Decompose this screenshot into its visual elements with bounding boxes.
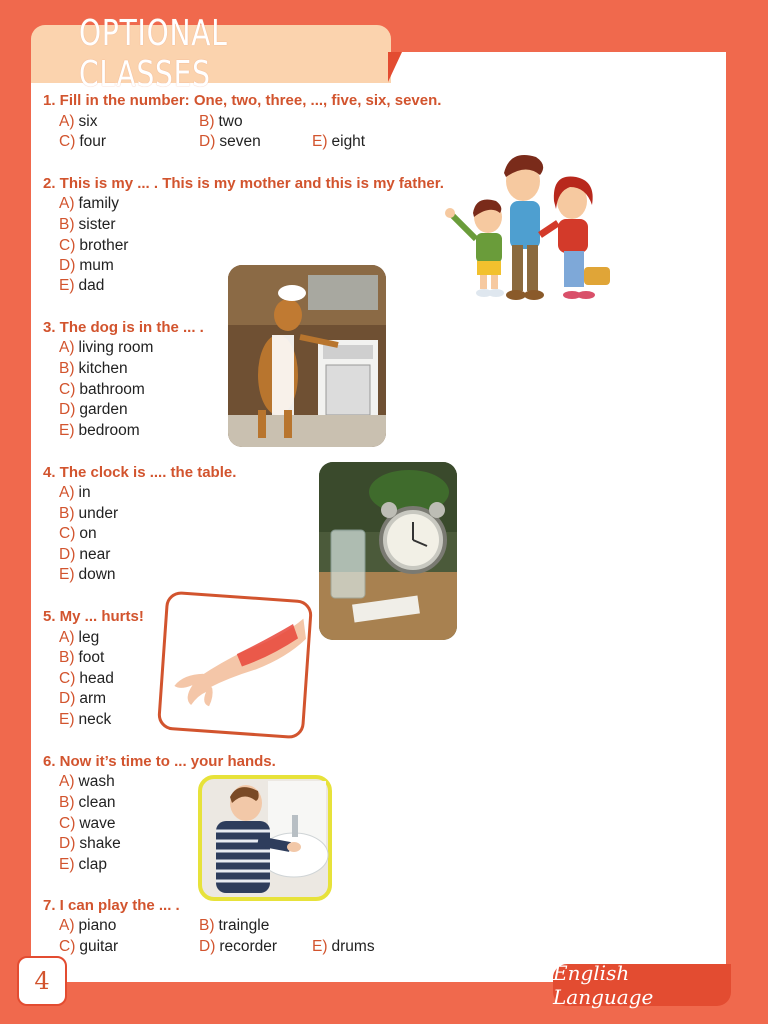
option-letter: E) xyxy=(312,133,328,150)
option-letter: D) xyxy=(59,401,76,418)
option-b[interactable] xyxy=(59,216,116,234)
option-letter: C) xyxy=(59,237,76,254)
option-text: eight xyxy=(331,133,366,150)
option-letter: C) xyxy=(59,670,76,687)
option-letter: D) xyxy=(59,835,76,852)
option-text: mum xyxy=(79,257,114,274)
option-c[interactable] xyxy=(59,133,106,151)
option-letter: C) xyxy=(59,525,76,542)
option-letter: D) xyxy=(59,546,76,563)
page-title: OPTIONAL CLASSES xyxy=(79,13,228,95)
option-c[interactable] xyxy=(59,525,97,543)
option-letter: E) xyxy=(59,566,75,583)
question-6 xyxy=(43,753,276,770)
option-text: family xyxy=(78,195,119,212)
option-text: bathroom xyxy=(79,381,145,398)
option-letter: A) xyxy=(59,339,75,356)
question-3 xyxy=(43,319,204,336)
option-c[interactable] xyxy=(59,670,114,688)
option-text: sister xyxy=(78,216,116,233)
option-text: recorder xyxy=(219,938,278,955)
subject-label: English Language xyxy=(553,964,731,1006)
option-text: six xyxy=(78,113,98,130)
option-text: on xyxy=(79,525,97,542)
option-letter: B) xyxy=(59,360,75,377)
option-a[interactable] xyxy=(59,917,116,935)
question-2 xyxy=(43,175,444,192)
option-e[interactable] xyxy=(312,938,375,956)
option-e[interactable] xyxy=(59,566,116,584)
option-d[interactable] xyxy=(59,835,121,853)
option-text: living room xyxy=(78,339,154,356)
option-text: neck xyxy=(78,711,112,728)
question-1 xyxy=(43,92,441,109)
option-text: down xyxy=(78,566,116,583)
option-text: wave xyxy=(79,815,116,832)
option-text: four xyxy=(79,133,107,150)
hurt-arm-photo xyxy=(155,589,315,741)
clock-photo xyxy=(319,462,457,640)
option-letter: E) xyxy=(59,277,75,294)
question-7 xyxy=(43,897,180,914)
option-text: shake xyxy=(79,835,121,852)
option-d[interactable] xyxy=(59,546,110,564)
option-d[interactable] xyxy=(59,690,106,708)
option-letter: B) xyxy=(199,917,215,934)
option-letter: C) xyxy=(59,381,76,398)
option-text: garden xyxy=(79,401,128,418)
option-e[interactable] xyxy=(312,133,365,151)
question-text: 2. This is my ... . This is my mother and this is my father. xyxy=(43,175,444,192)
option-letter: D) xyxy=(59,257,76,274)
option-a[interactable] xyxy=(59,195,119,213)
option-a[interactable] xyxy=(59,113,97,131)
question-4 xyxy=(43,464,236,481)
option-letter: D) xyxy=(59,690,76,707)
dog-kitchen-photo xyxy=(228,265,386,447)
option-letter: C) xyxy=(59,938,76,955)
option-d[interactable] xyxy=(199,133,261,151)
page-number: 4 xyxy=(17,956,67,1006)
option-b[interactable] xyxy=(59,360,128,378)
option-b[interactable] xyxy=(59,505,118,523)
option-text: two xyxy=(218,113,243,130)
option-letter: A) xyxy=(59,629,75,646)
question-text: 4. The clock is .... the table. xyxy=(43,464,237,481)
option-a[interactable] xyxy=(59,773,115,791)
question-text: 5. My ... hurts! xyxy=(43,608,144,625)
option-text: in xyxy=(78,484,91,501)
question-text: 7. I can play the ... . xyxy=(43,897,180,914)
option-b[interactable] xyxy=(59,649,104,667)
hand-washing-photo xyxy=(198,775,332,901)
option-letter: D) xyxy=(199,938,216,955)
option-letter: A) xyxy=(59,113,75,130)
option-text: under xyxy=(78,505,119,522)
option-a[interactable] xyxy=(59,484,91,502)
option-letter: A) xyxy=(59,773,75,790)
option-text: seven xyxy=(219,133,261,150)
family-illustration xyxy=(440,145,620,310)
header-notch xyxy=(388,52,402,82)
option-letter: C) xyxy=(59,133,76,150)
header-tab xyxy=(31,13,391,95)
option-b[interactable] xyxy=(59,794,116,812)
option-letter: B) xyxy=(199,113,215,130)
option-b[interactable] xyxy=(199,917,269,935)
option-text: piano xyxy=(78,917,117,934)
option-e[interactable] xyxy=(59,711,111,729)
option-letter: E) xyxy=(59,856,75,873)
option-letter: A) xyxy=(59,917,75,934)
option-d[interactable] xyxy=(199,938,277,956)
option-text: dad xyxy=(78,277,105,294)
option-letter: B) xyxy=(59,649,75,666)
option-c[interactable] xyxy=(59,381,145,399)
option-text: near xyxy=(79,546,111,563)
option-letter: E) xyxy=(312,938,328,955)
option-letter: B) xyxy=(59,505,75,522)
question-5 xyxy=(43,608,144,625)
option-e[interactable] xyxy=(59,422,140,440)
option-text: guitar xyxy=(79,938,119,955)
option-text: clean xyxy=(78,794,116,811)
option-text: foot xyxy=(78,649,105,666)
option-letter: E) xyxy=(59,422,75,439)
option-letter: B) xyxy=(59,794,75,811)
option-text: head xyxy=(79,670,114,687)
question-text: 3. The dog is in the ... . xyxy=(43,319,204,336)
option-a[interactable] xyxy=(59,339,153,357)
option-d[interactable] xyxy=(59,257,114,275)
option-text: bedroom xyxy=(78,422,140,439)
option-text: wash xyxy=(78,773,115,790)
option-e[interactable] xyxy=(59,856,107,874)
option-letter: C) xyxy=(59,815,76,832)
question-text: 6. Now it’s time to ... your hands. xyxy=(43,753,276,770)
option-letter: A) xyxy=(59,195,75,212)
option-d[interactable] xyxy=(59,401,128,419)
option-text: brother xyxy=(79,237,129,254)
option-letter: E) xyxy=(59,711,75,728)
option-letter: A) xyxy=(59,484,75,501)
option-letter: B) xyxy=(59,216,75,233)
option-text: kitchen xyxy=(78,360,128,377)
option-text: traingle xyxy=(218,917,270,934)
option-b[interactable] xyxy=(199,113,243,131)
option-text: clap xyxy=(78,856,107,873)
option-text: arm xyxy=(79,690,107,707)
option-c[interactable] xyxy=(59,237,128,255)
option-c[interactable] xyxy=(59,938,118,956)
option-text: drums xyxy=(331,938,375,955)
question-text: 1. Fill in the number: One, two, three, ..., five, six, seven. xyxy=(43,92,442,109)
option-a[interactable] xyxy=(59,629,99,647)
option-e[interactable] xyxy=(59,277,104,295)
option-text: leg xyxy=(78,629,100,646)
option-letter: D) xyxy=(199,133,216,150)
option-c[interactable] xyxy=(59,815,116,833)
